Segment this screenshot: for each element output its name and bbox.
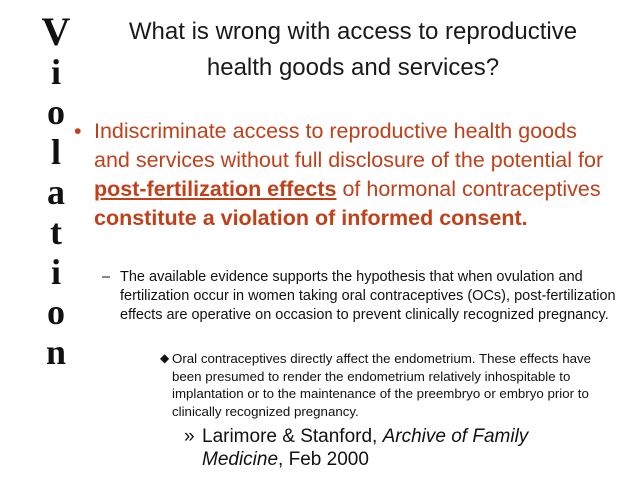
bullet-level2 (102, 268, 622, 325)
vertical-letter: V (41, 9, 71, 54)
diamond-icon: ◆ (160, 351, 170, 365)
dash-icon: – (102, 269, 111, 285)
bullet-level3-text: Oral contraceptives directly affect the endometrium. These effects have been presumed to render the endometrium relatively inhospitable to implantation or to the maintenance of the preembryo or embryo prior to clinically recognized pregnancy. (172, 351, 592, 419)
text-segment: Indiscriminate access to reproductive health goods and services without full disclosure of the potential for (94, 119, 604, 172)
vertical-letter: l (50, 132, 61, 172)
bullet-level1-text (94, 117, 614, 233)
slide-title: What is wrong with access to reproductive health goods and services? (128, 18, 578, 81)
citation-text (202, 426, 614, 471)
vertical-letter: o (47, 92, 65, 132)
citation-authors: Larimore & Stanford, (202, 426, 383, 447)
underlined-term: post-fertilization effects (94, 177, 337, 201)
bullet-dot-icon: • (74, 119, 82, 143)
vertical-letter: t (50, 212, 62, 252)
bullet-level2-text: The available evidence supports the hypothesis that when ovulation and fertilization occur in women taking oral contraceptives (OCs), post-fertilization effects are operative on occasion to prevent clinically recognized pregnancy. (120, 269, 616, 323)
vertical-word-violation (36, 9, 76, 372)
vertical-letter: o (47, 292, 65, 332)
text-segment: of hormonal contraceptives (336, 177, 601, 201)
vertical-letter: i (50, 252, 61, 292)
citation-date: , Feb 2000 (278, 448, 369, 470)
citation (184, 426, 614, 471)
double-chevron-icon: » (184, 426, 195, 447)
bullet-level3 (160, 350, 620, 420)
vertical-letter: n (45, 332, 67, 372)
bullet-level1 (74, 117, 614, 233)
bold-conclusion: constitute a violation of informed consent. (94, 206, 528, 230)
vertical-letter: i (50, 52, 61, 92)
vertical-letter: a (47, 172, 65, 212)
citation-journal: Archive of Family Medicine (202, 426, 529, 470)
